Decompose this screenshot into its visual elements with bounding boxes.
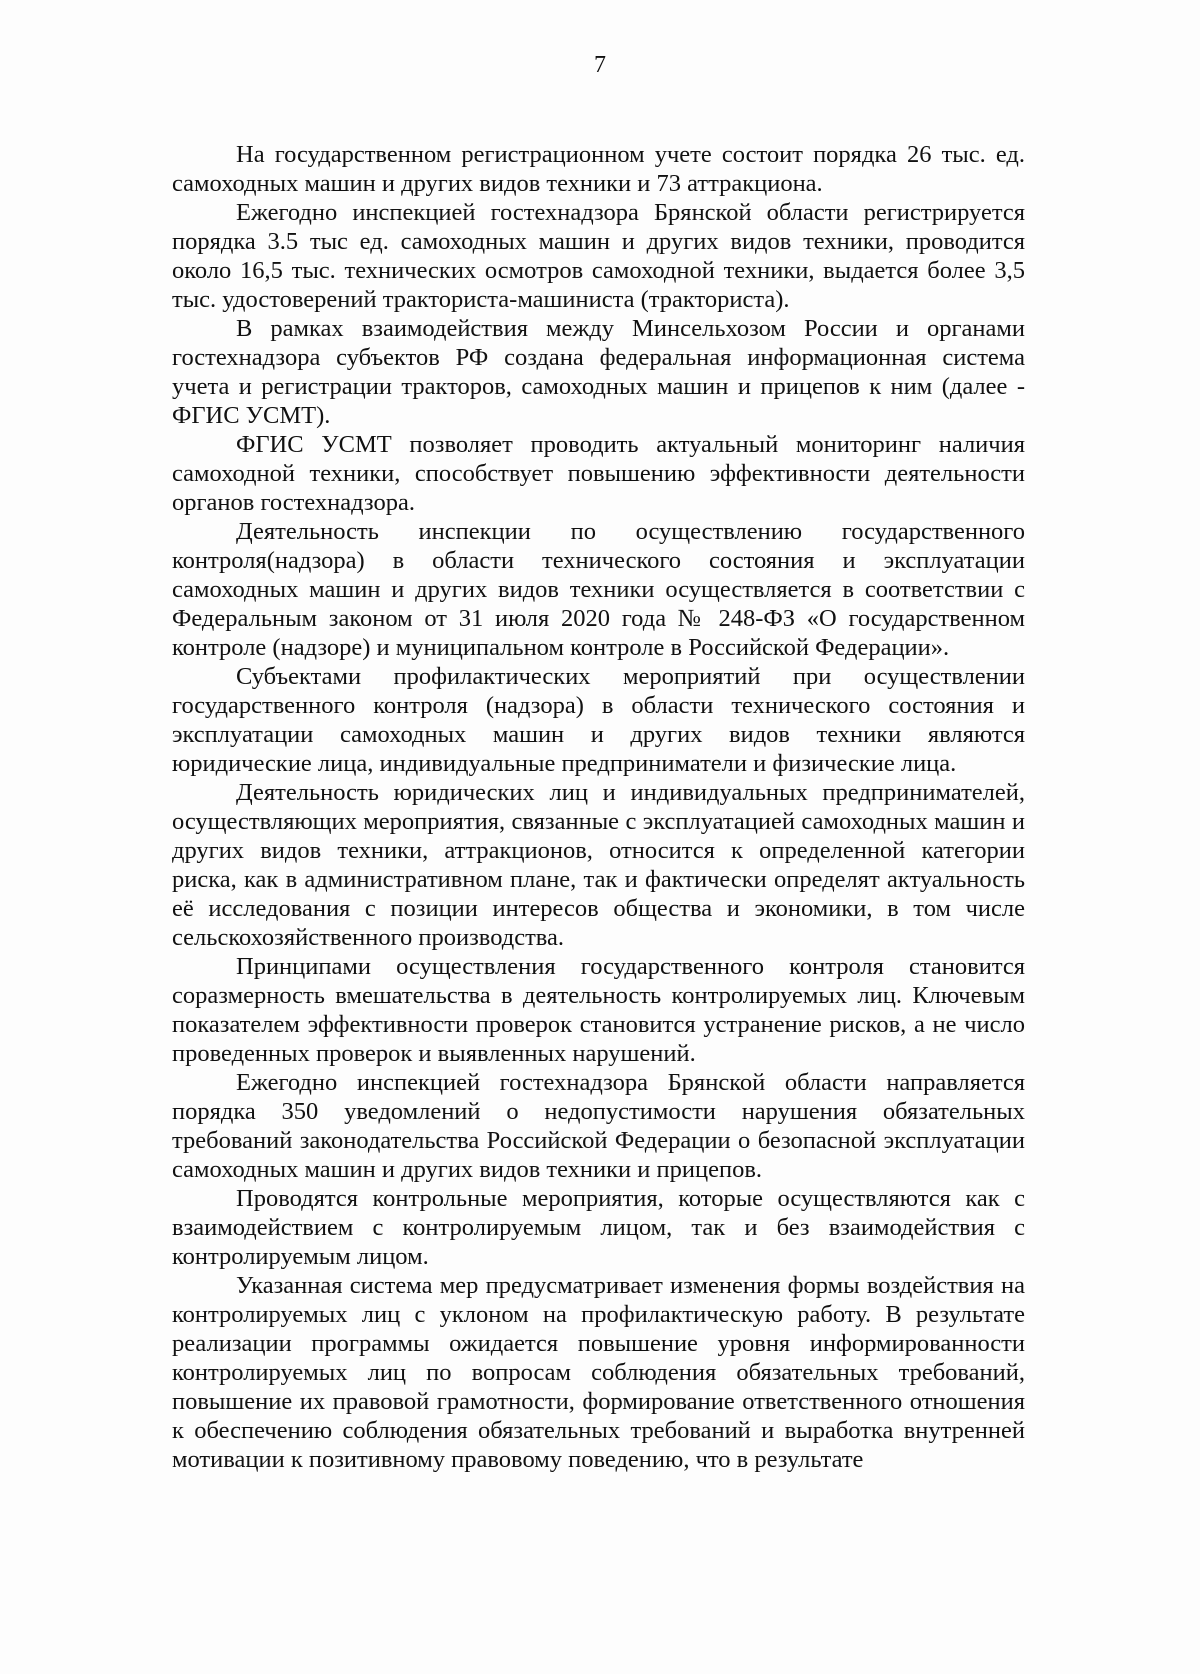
paragraph: Субъектами профилактических мероприятий при осуществлении государственного контроля (надзора) в области технического состояния и эксплуатации самоходных машин и других видов техники являются юридические лица, индивидуальные предприниматели и физические лица. <box>172 663 1025 777</box>
document-body <box>172 140 1025 1474</box>
paragraph: На государственном регистрационном учете состоит порядка 26 тыс. ед. самоходных машин и других видов техники и 73 аттракциона. <box>172 141 1025 197</box>
paragraph: Деятельность юридических лиц и индивидуальных предпринимателей, осуществляющих мероприятия, связанные с эксплуатацией самоходных машин и других видов техники, аттракционов, относится к определенной категории риска, как в административном плане, так и фактически определят актуальность её исследования с позиции интересов общества и экономики, в том числе сельскохозяйственного производства. <box>172 779 1025 951</box>
paragraph: Принципами осуществления государственного контроля становится соразмерность вмешательства в деятельность контролируемых лиц. Ключевым показателем эффективности проверок становится устранение рисков, а не число проведенных проверок и выявленных нарушений. <box>172 953 1025 1067</box>
paragraph: Проводятся контрольные мероприятия, которые осуществляются как с взаимодействием с контролируемым лицом, так и без взаимодействия с контролируемым лицом. <box>172 1185 1025 1270</box>
paragraph: Ежегодно инспекцией гостехнадзора Брянской области регистрируется порядка 3.5 тыс ед. самоходных машин и других видов техники, проводится около 16,5 тыс. технических осмотров самоходной техники, выдается более 3,5 тыс. удостоверений тракториста-машиниста (тракториста). <box>172 199 1025 313</box>
page-number: 7 <box>594 52 606 78</box>
paragraph: Деятельность инспекции по осуществлению государственного контроля(надзора) в области технического состояния и эксплуатации самоходных машин и других видов техники осуществляется в соответствии с Федеральным законом от 31 июля 2020 года № 248-ФЗ «О государственном контроле (надзоре) и муниципальном контроле в Российской Федерации». <box>172 518 1025 661</box>
paragraph: ФГИС УСМТ позволяет проводить актуальный мониторинг наличия самоходной техники, способствует повышению эффективности деятельности органов гостехнадзора. <box>172 431 1025 516</box>
paragraph: В рамках взаимодействия между Минсельхозом России и органами гостехнадзора субъектов РФ создана федеральная информационная система учета и регистрации тракторов, самоходных машин и прицепов к ним (далее - ФГИС УСМТ). <box>172 315 1025 429</box>
paragraph: Указанная система мер предусматривает изменения формы воздействия на контролируемых лиц с уклоном на профилактическую работу. В результате реализации программы ожидается повышение уровня информированности контролируемых лиц по вопросам соблюдения обязательных требований, повышение их правовой грамотности, формирование ответственного отношения к обеспечению соблюдения обязательных требований и выработка внутренней мотивации к позитивному правовому поведению, что в результате <box>172 1272 1025 1473</box>
paragraph: Ежегодно инспекцией гостехнадзора Брянской области направляется порядка 350 уведомлений о недопустимости нарушения обязательных требований законодательства Российской Федерации о безопасной эксплуатации самоходных машин и других видов техники и прицепов. <box>172 1069 1025 1183</box>
